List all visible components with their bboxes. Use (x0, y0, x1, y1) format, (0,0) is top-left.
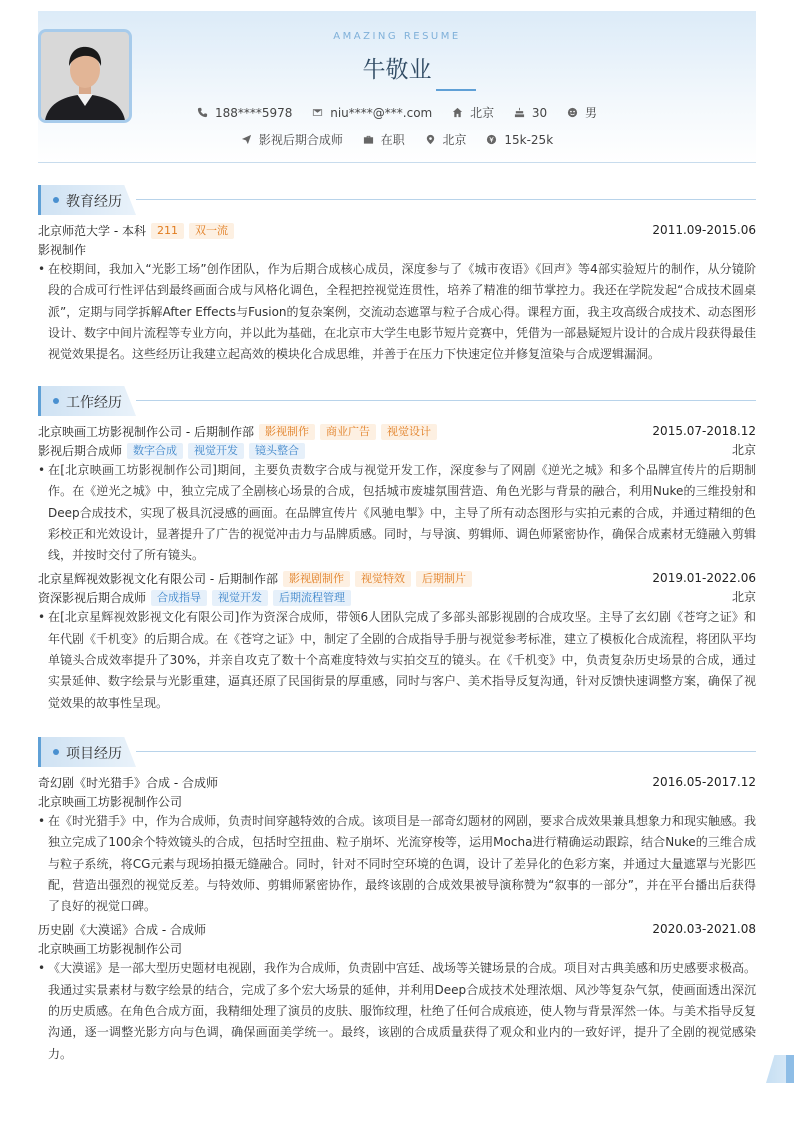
work-entry-sub (38, 441, 756, 460)
date-range: 2011.09-2015.06 (652, 223, 756, 237)
briefcase-icon (363, 134, 374, 145)
section-dot-icon (53, 749, 59, 755)
project-name-role: 奇幻剧《时光猎手》合成 - 合成师 (38, 776, 218, 790)
target-city-text: 北京 (442, 133, 467, 147)
school-degree: 北京师范大学 - 本科 (38, 224, 146, 238)
date-range: 2016.05-2017.12 (652, 775, 756, 789)
work-entry-header (38, 422, 756, 441)
project-entry-header (38, 920, 756, 939)
tag: 影视制作 (259, 424, 315, 440)
tag: 视觉设计 (381, 424, 437, 440)
section-header (38, 737, 756, 767)
section-dot-icon (53, 398, 59, 404)
work-city: 北京 (731, 590, 756, 605)
target-position-text: 影视后期合成师 (258, 133, 343, 147)
mail-icon (312, 107, 323, 118)
project-entry-header (38, 773, 756, 792)
job-title: 资深影视后期合成师 (38, 591, 147, 606)
page-corner-decoration (766, 1055, 794, 1083)
section-title: 项目经历 (66, 746, 122, 762)
project-name-role: 历史剧《大漠谣》合成 - 合成师 (38, 923, 206, 938)
section-header (38, 386, 756, 416)
tag: 数字合成 (127, 443, 183, 459)
section-title: 教育经历 (66, 194, 122, 210)
projects-section (38, 737, 756, 1065)
section-divider (136, 400, 756, 401)
age-text: 30 (531, 105, 548, 120)
phone-text: 188****5978 (214, 105, 293, 120)
section-title: 工作经历 (66, 395, 122, 411)
target-position-item (241, 131, 343, 148)
tag: 后期流程管理 (273, 590, 351, 606)
residence-item (452, 104, 494, 121)
work-entry-header (38, 569, 756, 588)
target-city-item (425, 131, 467, 148)
project-company: 北京映画工坊影视制作公司 (38, 795, 183, 809)
tag: 双一流 (189, 223, 234, 239)
name-underline (436, 89, 476, 91)
tag: 商业广告 (320, 424, 376, 440)
gender-icon (567, 107, 578, 118)
education-description: • 在校期间，我加入“光影工场”创作团队，作为后期合成核心成员，深度参与了《城市夜语》《回声》等4部实验短片的制作，从分镜阶段的合成可行性评估到最终画面合成与风格化调色，全程把控视觉连贯性，培养了精准的细节掌控力。我还在学院发起“合成技术圆桌派”，定期与同学拆解After Effects与Fusion的复杂案例，交流动态遮罩与粒子合成心得。课程方面，我主攻高级合成技术、动态图形设计、数字中间片流程等专业方向，并以此为基础，在北京市大学生电影节短片竞赛中，凭借为一部悬疑短片设计的合成片段获得最佳视觉效果提名。这些经历让我建立起高效的模块化合成思维，并善于在压力下快速定位并修复渲染与合成逻辑漏洞。 (38, 259, 756, 365)
section-divider (136, 751, 756, 752)
work-city: 北京 (731, 443, 756, 457)
phone-icon (197, 107, 208, 118)
phone-item (197, 106, 292, 120)
tag: 211 (151, 223, 184, 239)
work-description: • 在[北京映画工坊影视制作公司]期间，主要负责数字合成与视觉开发工作，深度参与了网剧《逆光之城》和多个品牌宣传片的后期制作。在《逆光之城》中，独立完成了全剧核心场景的合成，包括城市废墟氛围营造、角色光影与背景的融合，利用Nuke的三维投射和Deep合成技术，实现了极具沉浸感的画面。在品牌宣传片《风驰电掣》中，主导了所有动态图形与实拍元素的合成，并通过精细的色彩校正和光效设计，显著提升了广告的视觉冲击力与品牌质感。同时，与导演、剪辑师、调色师紧密协作，确保合成素材无缝融入剪辑线，并按时交付了所有镜头。 (38, 460, 756, 566)
education-entry-header (38, 221, 756, 240)
job-title: 影视后期合成师 (38, 444, 123, 458)
salary-text: 15k-25k (504, 132, 554, 147)
project-company: 北京映画工坊影视制作公司 (38, 942, 183, 957)
send-icon (241, 134, 252, 145)
resume-header (38, 11, 756, 163)
job-intent-row (38, 131, 756, 148)
project-description: • 在《时光猎手》中，作为合成师，负责时间穿越特效的合成。该项目是一部奇幻题材的网剧，要求合成效果兼具想象力和现实触感。我独立完成了100余个特效镜头的合成，包括时空扭曲、粒子崩坏、光流穿梭等，运用Mocha进行精确运动跟踪，结合Nuke的三维合成与粒子系统，将CG元素与现场拍摄无缝融合。同时，针对不同时空环境的色调，设计了差异化的色彩方案，并通过大量遮罩与光影匹配，营造出强烈的视觉反差。与特效师、剪辑师紧密协作，最终该剧的合成效果被导演称赞为“叙事的一部分”，并在平台播出后获得了良好的视觉口碑。 (38, 811, 756, 917)
location-pin-icon (425, 134, 436, 145)
tag: 视觉特效 (355, 571, 411, 587)
contact-info-row (38, 104, 756, 121)
home-icon (452, 107, 463, 118)
work-entry-sub (38, 588, 756, 607)
date-range: 2015.07-2018.12 (652, 424, 756, 438)
education-section (38, 185, 756, 365)
work-description: • 在[北京星辉视效影视文化有限公司]作为资深合成师，带领6人团队完成了多部头部影视剧的合成攻坚。主导了玄幻剧《苍穹之证》和年代剧《千机变》的后期合成。在《苍穹之证》中，制定了全剧的合成指导手册与视觉参考标准，建立了模板化合成流程，将团队平均单镜头合成效率提升了30%，并亲自攻克了数十个高难度特效与实拍交互的镜头。在《千机变》中，负责复杂历史场景的合成，通过实景延伸、数字绘景与光影重建，逼真还原了民国街景的厚重感，同时与客户、美术指导反复沟通，针对反馈快速调整方案，确保了视觉效果的故事性呈现。 (38, 607, 756, 713)
email-item (312, 106, 432, 120)
company-dept: 北京星辉视效影视文化有限公司 - 后期制作部 (38, 572, 278, 587)
job-status-item (363, 131, 405, 148)
tag: 合成指导 (151, 590, 207, 606)
company-dept: 北京映画工坊影视制作公司 - 后期制作部 (38, 425, 254, 439)
date-range: 2020.03-2021.08 (652, 922, 756, 937)
work-section (38, 386, 756, 714)
project-entry-sub (38, 792, 756, 811)
section-dot-icon (53, 197, 59, 203)
job-status-text: 在职 (380, 133, 405, 147)
email-text: niu****@***.com (330, 105, 433, 120)
date-range: 2019.01-2022.06 (652, 571, 756, 586)
section-divider (136, 199, 756, 200)
resume-tagline: AMAZING RESUME (333, 31, 461, 42)
salary-item (486, 133, 553, 147)
education-entry-sub (38, 240, 756, 259)
project-entry-sub (38, 939, 756, 958)
gender-item (567, 104, 597, 121)
tag: 视觉开发 (212, 590, 268, 606)
tag: 后期制片 (416, 571, 472, 587)
tag: 镜头整合 (249, 443, 305, 459)
tag: 影视剧制作 (283, 571, 350, 587)
section-header (38, 185, 756, 215)
cake-icon (514, 107, 525, 118)
major: 影视制作 (38, 243, 87, 257)
age-item (514, 106, 547, 120)
residence-text: 北京 (470, 106, 495, 120)
money-icon (486, 134, 497, 145)
project-description: • 《大漠谣》是一部大型历史题材电视剧，我作为合成师，负责剧中宫廷、战场等关键场景的合成。项目对古典美感和历史感要求极高。我通过实景素材与数字绘景的结合，完成了多个宏大场景的延伸，并利用Deep合成技术处理浓烟、风沙等复杂气氛，使画面透出深沉的历史质感。在角色合成方面，我精细处理了演员的皮肤、服饰纹理，杜绝了任何合成痕迹，使人物与背景浑然一体。与美术指导反复沟通，逐一调整光影方向与色调，确保画面美学统一。最终，该剧的合成质量获得了观众和业内的一致好评，提升了全剧的视觉感染力。 (38, 958, 756, 1064)
candidate-name: 牛敬业 (362, 57, 432, 83)
tag: 视觉开发 (188, 443, 244, 459)
gender-text: 男 (585, 106, 598, 120)
